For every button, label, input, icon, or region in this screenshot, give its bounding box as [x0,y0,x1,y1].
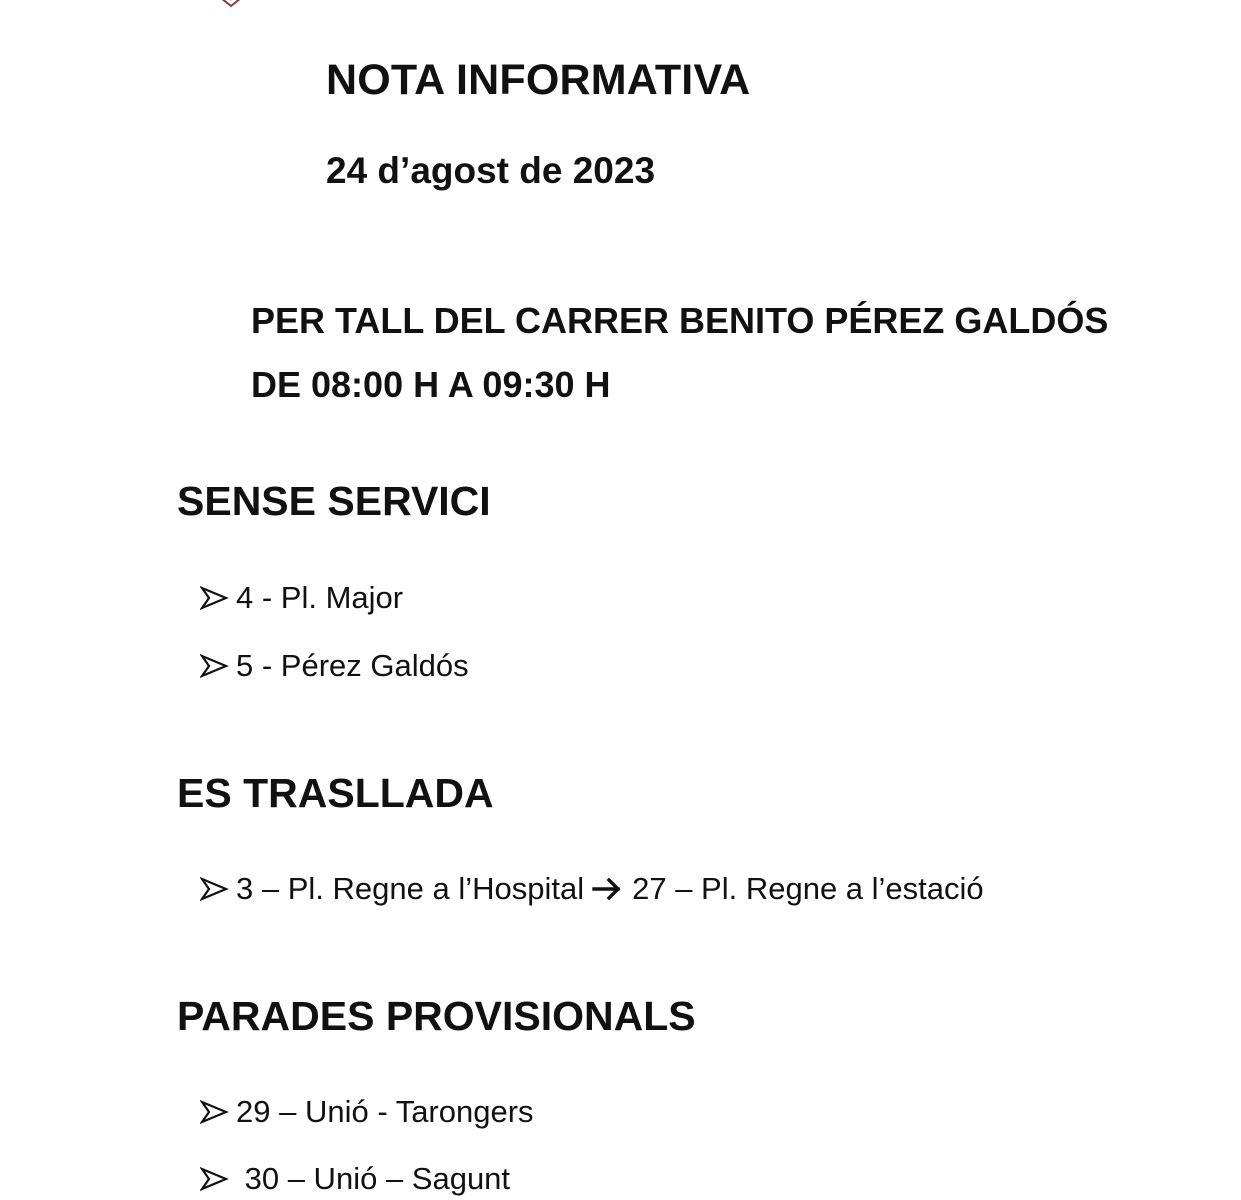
stop-label: 30 – Unió – Sagunt [236,1161,511,1196]
page-title: NOTA INFORMATIVA [326,56,751,104]
list-item [200,871,984,907]
heading-sense-servici: SENSE SERVICI [177,478,491,524]
stop-to-label: 27 – Pl. Regne a l’estació [632,871,984,906]
notice-date: 24 d’agost de 2023 [326,150,656,191]
list-item [200,648,469,684]
arrowhead-bullet-icon [200,1099,230,1125]
list-item [200,1094,534,1130]
notice-street-closure: PER TALL DEL CARRER BENITO PÉREZ GALDÓS [251,300,1109,341]
arrowhead-bullet-icon [200,1166,230,1192]
notice-time-range: DE 08:00 H A 09:30 H [251,364,611,405]
stop-from-label: 3 – Pl. Regne a l’Hospital [236,871,585,906]
right-arrow-icon [592,877,622,901]
stop-label: 5 - Pérez Galdós [236,648,469,683]
list-item [200,580,403,616]
heading-parades-provisionals: PARADES PROVISIONALS [177,993,696,1039]
arrowhead-bullet-icon [200,653,230,679]
stop-label: 4 - Pl. Major [236,580,404,615]
logo-fragment [218,0,244,8]
arrowhead-bullet-icon [200,876,230,902]
heading-es-traslada: ES TRASLLADA [177,770,494,816]
list-item [200,1161,510,1197]
arrowhead-bullet-icon [200,585,230,611]
stop-label: 29 – Unió - Tarongers [236,1094,534,1129]
